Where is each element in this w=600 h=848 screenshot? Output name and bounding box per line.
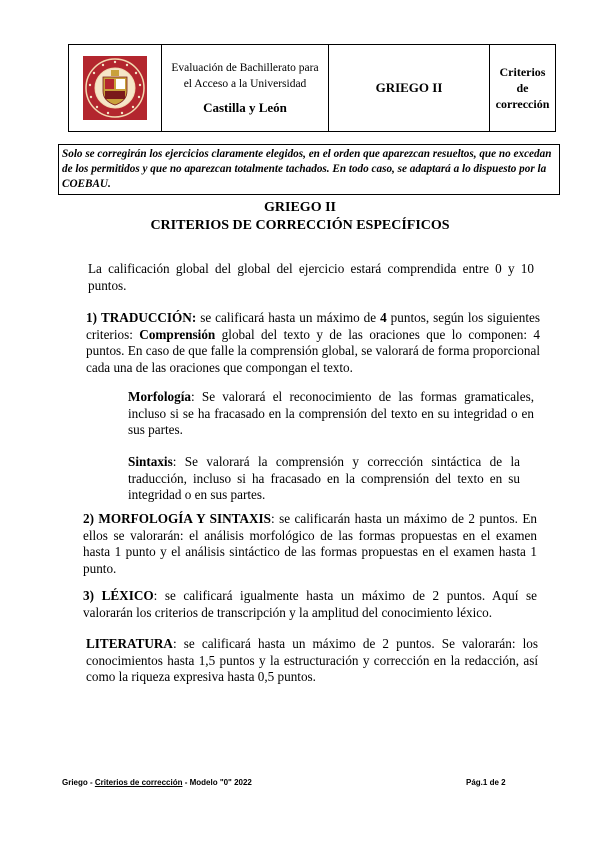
sintaxis-paragraph [128, 454, 520, 504]
title-cell [162, 45, 329, 132]
criteria-line1: Criterios [499, 65, 546, 79]
section-text: : se calificarán hasta un máximo de 2 puntos. En ellos se valorarán: el análisis morfológico de las formas propuestas en el examen hasta 1 punto y el análisis sintáctico de las formas propuestas en el examen hasta 1 punto. [83, 511, 537, 576]
sintaxis-text: : Se valorará la comprensión y corrección sintáctica de la traducción, incluso si ha fracasado en la comprensión del texto en su integridad o en sus partes. [128, 454, 520, 502]
section-heading: 2) MORFOLOGÍA Y SINTAXIS [83, 511, 271, 526]
criteria-cell [490, 45, 556, 132]
footer-link[interactable]: Criterios de corrección [94, 778, 183, 787]
page-number: Pág.1 de 2 [466, 778, 506, 787]
morfologia-text: : Se valorará el reconocimiento de las formas gramaticales, incluso si se ha fracasado en la comprensión del texto en su integridad o en sus partes. [128, 389, 534, 437]
max-points: 4 [380, 310, 387, 325]
region-name: Castilla y León [203, 100, 287, 115]
document-title: CRITERIOS DE CORRECCIÓN ESPECÍFICOS [150, 218, 450, 233]
section-heading: LITERATURA [86, 636, 173, 651]
footer-model: - Modelo "0" 2022 [182, 778, 252, 787]
intro-paragraph: La calificación global del global del ejercicio estará comprendida entre 0 y 10 puntos. [88, 261, 534, 293]
document-title-subject: GRIEGO II [264, 200, 336, 215]
criteria-line2: de [516, 81, 529, 95]
section-literature [86, 636, 538, 686]
exam-title-line1: Evaluación de Bachillerato para [171, 62, 319, 74]
section-lexicon [83, 588, 537, 621]
section-heading: TRADUCCIÓN: [100, 310, 197, 325]
footer-left [62, 778, 252, 787]
morfologia-paragraph [128, 389, 534, 439]
university-seal-icon [82, 55, 148, 121]
morfologia-label: Morfología [128, 389, 191, 404]
logo-cell [69, 45, 162, 132]
instructions-notice: Solo se corregirán los ejercicios claramente elegidos, en el orden que aparezcan resueltos, que no excedan de los permitidos y que no aparezcan totalmente tachados. En todo caso, se adaptará a lo dispuesto por la COEBAU. [58, 144, 560, 195]
section-text: : se calificará hasta un máximo de 2 puntos. Se valorarán: los conocimientos hasta 1,5 puntos y la estructuración y corrección en la redacción, así como la riqueza expresiva hasta 0,5 puntos. [86, 636, 538, 684]
subject-name: GRIEGO II [375, 80, 443, 95]
section-translation [86, 310, 540, 376]
comprension-label: Comprensión [139, 326, 216, 342]
section-number: 1) [86, 310, 97, 325]
footer-subject: Griego - [62, 778, 95, 787]
section-morphology-syntax [83, 511, 537, 577]
section-text: se calificará hasta un máximo de [196, 310, 381, 325]
section-text: global del texto y de las oraciones que lo componen: 4 puntos. En caso de que falle la comprensión global, se valorará de forma proporcional cada una de las oraciones que compongan el texto. [86, 326, 540, 375]
criteria-line3: corrección [495, 97, 550, 111]
section-text: puntos, según los siguientes criterios: [86, 310, 540, 342]
header-table [68, 44, 556, 132]
section-text: : se calificará igualmente hasta un máximo de 2 puntos. Aquí se valorarán los criterios de transcripción y la amplitud del conocimiento léxico. [83, 588, 537, 620]
section-heading: 3) LÉXICO [83, 588, 154, 603]
exam-title-line2: el Acceso a la Universidad [183, 78, 307, 90]
subject-cell [329, 45, 490, 132]
sintaxis-label: Sintaxis [128, 454, 173, 469]
